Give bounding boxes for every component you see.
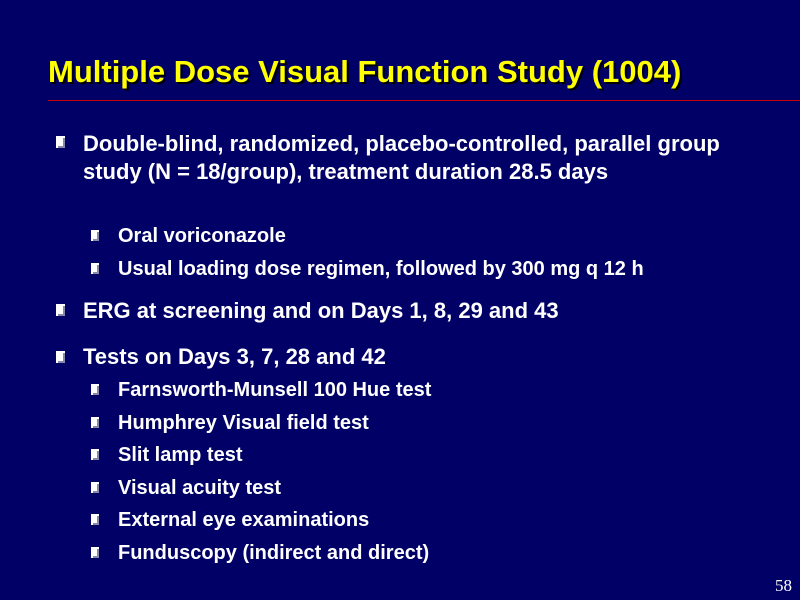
sub-bullet-item: External eye examinations bbox=[118, 509, 370, 531]
bullet-item: Tests on Days 3, 7, 28 and 42 bbox=[83, 344, 386, 369]
sub-bullet-item: Funduscopy (indirect and direct) bbox=[118, 542, 430, 564]
bullet-item: ERG at screening and on Days 1, 8, 29 and 43 bbox=[83, 298, 559, 323]
sub-bullet-item: Humphrey Visual field test bbox=[118, 412, 369, 434]
sub-bullet-icon bbox=[91, 384, 99, 395]
sub-bullet-item: Visual acuity test bbox=[118, 477, 282, 499]
sub-bullet-icon bbox=[91, 230, 99, 241]
bullet-item: Double-blind, randomized, placebo-controlled, parallel group study (N = 18/group), treatment duration 28.5 days bbox=[83, 131, 720, 184]
sub-bullet-icon bbox=[91, 449, 99, 460]
sub-bullet-item: Farnsworth-Munsell 100 Hue test bbox=[118, 379, 432, 401]
sub-bullet-item: Oral voriconazole bbox=[118, 225, 286, 247]
sub-bullet-icon bbox=[91, 263, 99, 274]
bullet-icon bbox=[56, 351, 65, 363]
sub-bullet-item: Usual loading dose regimen, followed by 300 mg q 12 h bbox=[118, 258, 644, 280]
sub-bullet-icon bbox=[91, 514, 99, 525]
sub-bullet-item: Slit lamp test bbox=[118, 444, 243, 466]
page-number: 58 bbox=[775, 576, 792, 595]
slide-title: Multiple Dose Visual Function Study (1004) bbox=[48, 54, 682, 89]
bullet-icon bbox=[56, 136, 65, 148]
sub-bullet-icon bbox=[91, 482, 99, 493]
bullet-icon bbox=[56, 304, 65, 316]
sub-bullet-icon bbox=[91, 417, 99, 428]
sub-bullet-icon bbox=[91, 547, 99, 558]
